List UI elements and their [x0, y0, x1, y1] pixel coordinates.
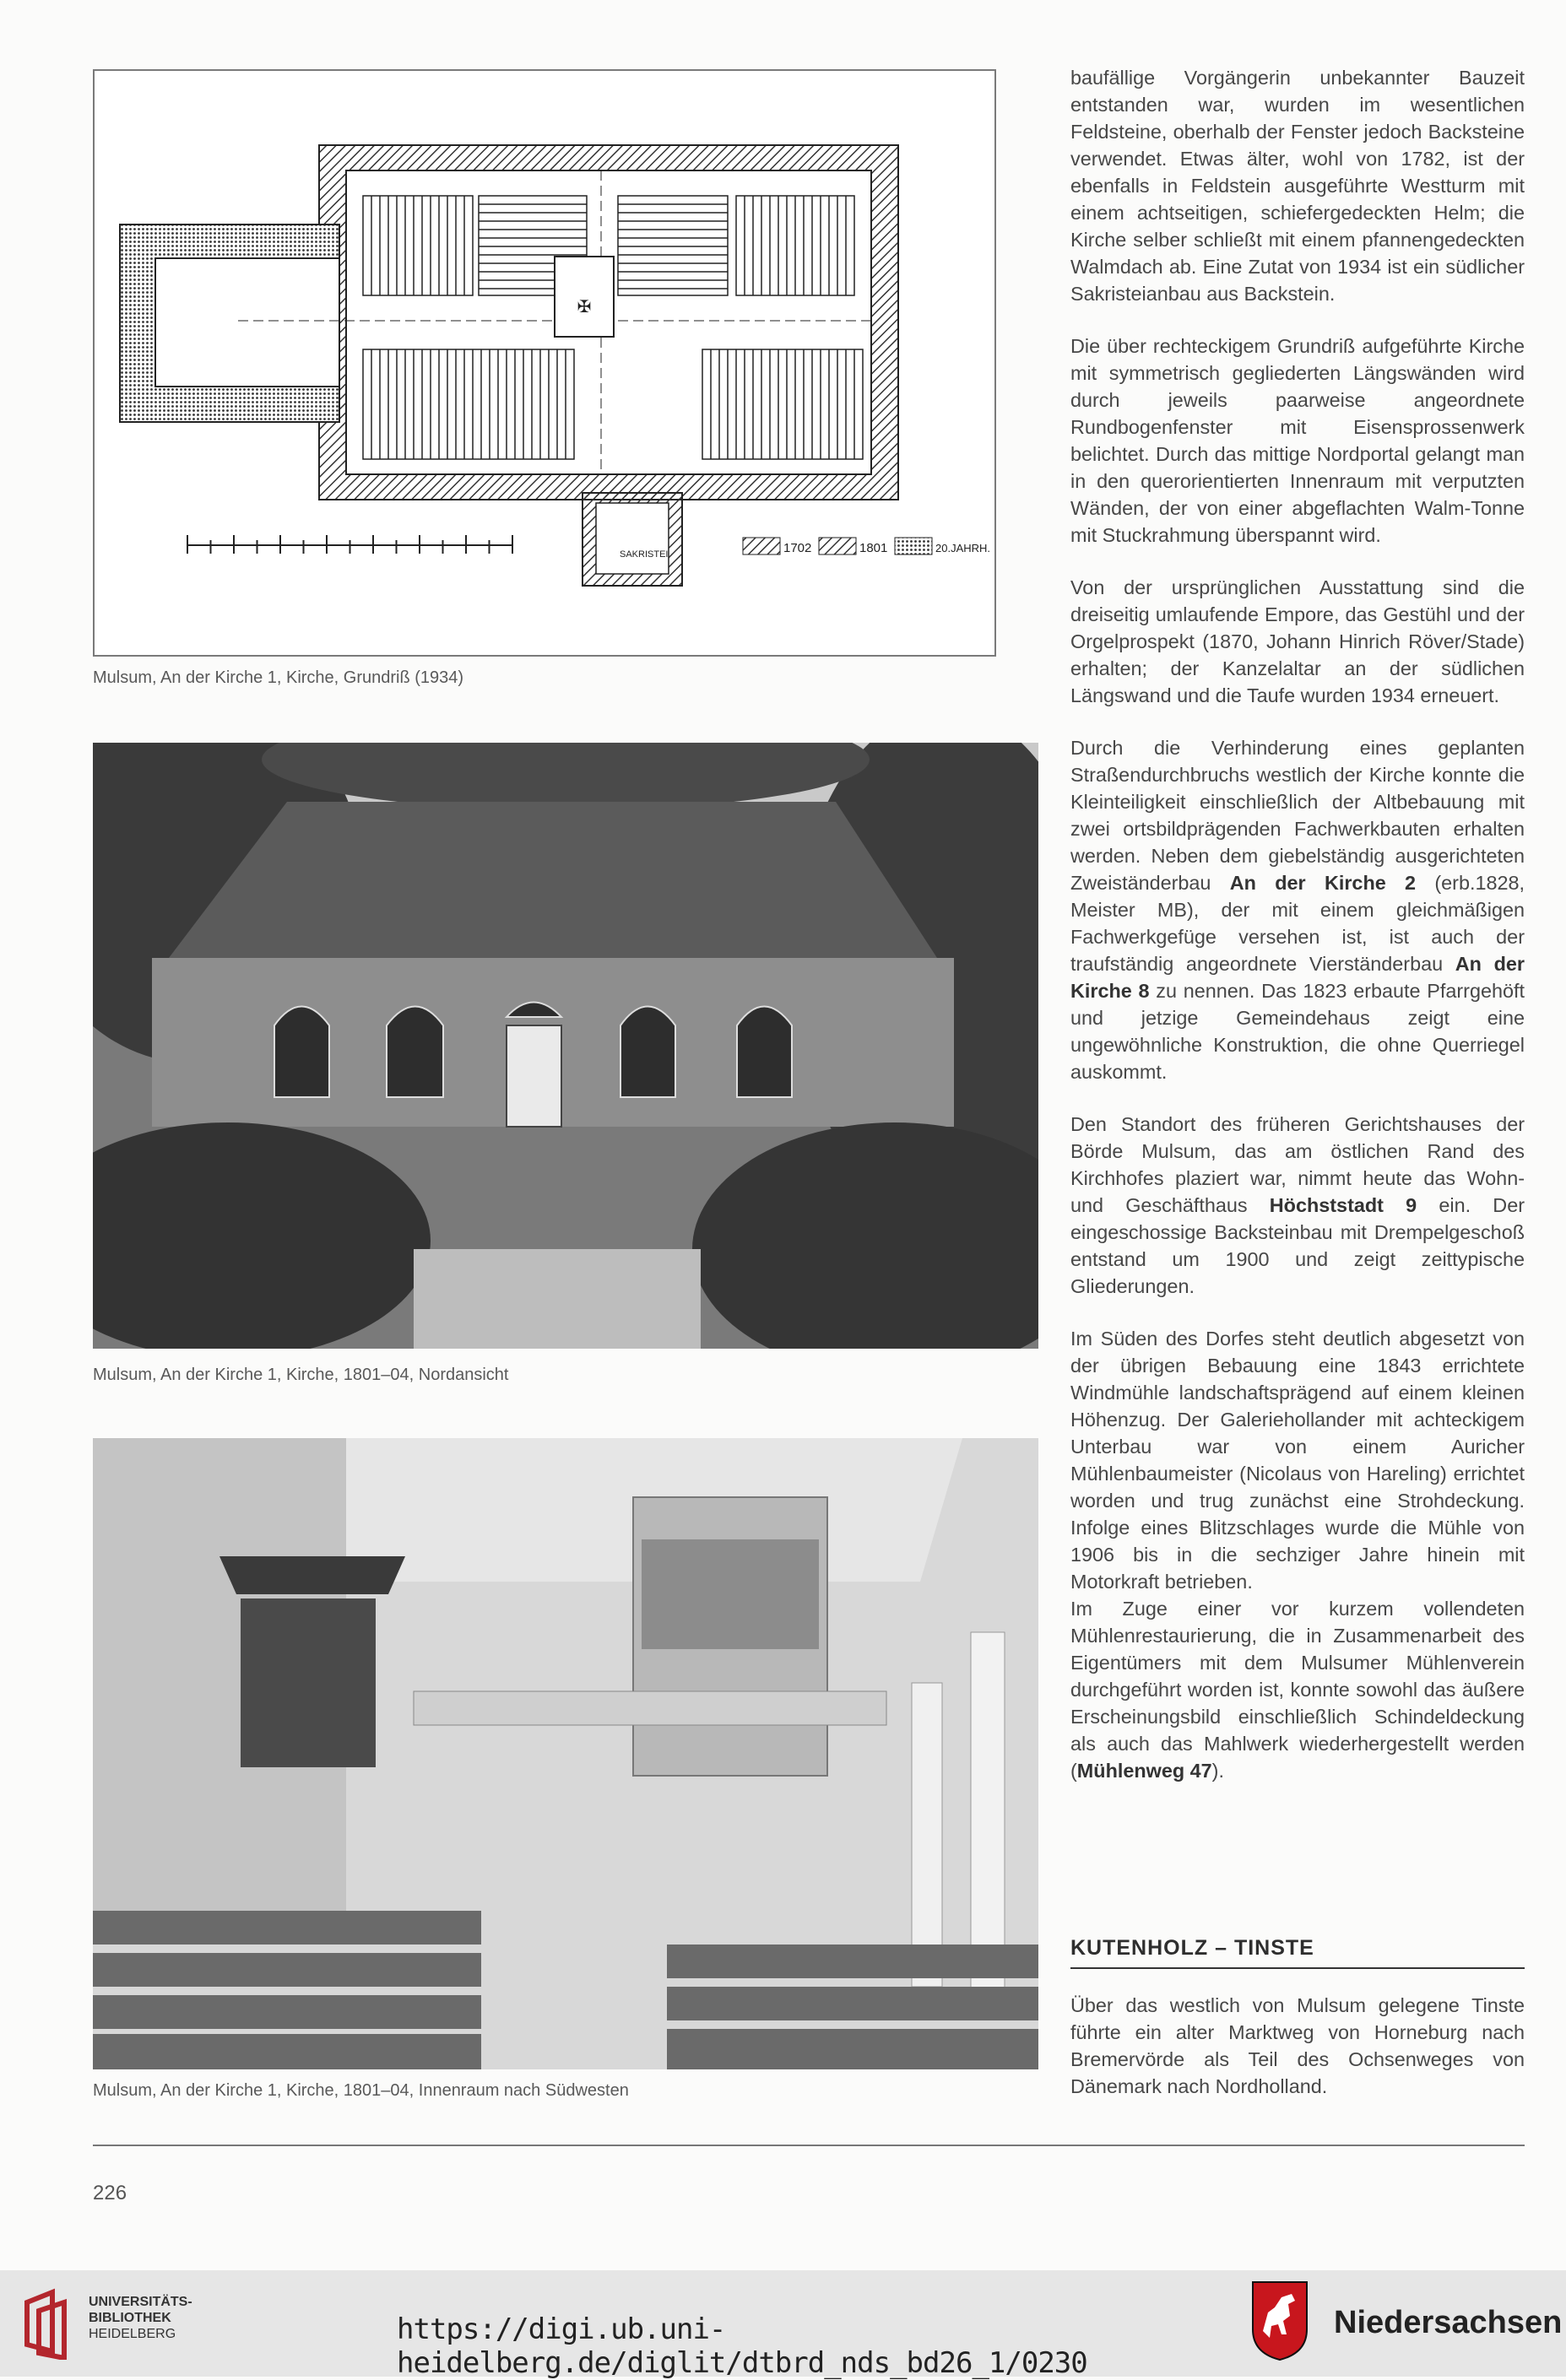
library-name-line-1: UNIVERSITÄTS-: [89, 2295, 192, 2309]
paragraph-5: [1070, 1111, 1525, 1300]
text-column: [1070, 64, 1525, 1809]
address-muehlenweg-47: Mühlenweg 47: [1076, 1760, 1212, 1782]
paragraph-5-text-a: Den Standort des früheren Gerichtshauses der Börde Mulsum, das am östlichen Rand des Kirchhofes plaziert war, nimmt heute das Wohn- und Geschäfthaus: [1070, 1113, 1525, 1216]
paragraph-1-text: baufällige Vorgängerin unbekannter Bauzeit entstanden war, wurden im wesentlichen Feldsteine, oberhalb der Fenster jedoch Backsteine verwendet. Etwas älter, wohl von 1782, ist der ebenfalls in Feldstein ausgeführte Westturm mit einem achtseitigen, schiefergedeckten Helm; die Kirche selber schließt mit einem pfannengedeckten Walmdach ab. Eine Zutat von 1934 ist ein südlicher Sakristeianbau aus Backstein.: [1070, 67, 1525, 305]
altar: [555, 257, 614, 337]
pew-block: [363, 349, 574, 459]
paragraph-7-text-b: ).: [1211, 1760, 1224, 1782]
svg-text:✠: ✠: [577, 298, 592, 316]
address-an-der-kirche-2: An der Kirche 2: [1229, 872, 1417, 894]
section-paragraph: Über das westlich von Mulsum gelegene Tinste führte ein alter Marktweg von Horneburg nach Bremervörde als Teil des Ochsenweges von Dänemark nach Nordholland.: [1070, 1994, 1525, 2097]
library-name: [89, 2294, 192, 2342]
paragraph-2-text: Die über rechteckigem Grundriß aufgeführte Kirche mit symmetrisch gegliederten Längswänden wird durch jeweils paarweise angeordnete Rundbogenfenster mit Eisensprossenwerk belichtet. Durch das mittige Nordportal gelangt man in den querorientierten Innenraum mit verputzten Wänden, der von einer abgeflachten Walm-Tonne mit Stuckrahmung überspannt wird.: [1070, 335, 1525, 546]
west-tower-interior: [155, 258, 339, 387]
section-heading: KUTENHOLZ – TINSTE: [1070, 1936, 1525, 1969]
paragraph-3: [1070, 574, 1525, 709]
sacristy-interior: [596, 503, 669, 574]
north-view-caption: Mulsum, An der Kirche 1, Kirche, 1801–04, Nordansicht: [93, 1366, 509, 1384]
floor-plan-figure: [93, 69, 996, 657]
paragraph-4-text-c: zu nennen. Das 1823 erbaute Pfarrgehöft und jetzige Gemeindehaus zeigt eine ungewöhnliche Konstruktion, die ohne Querriegel auskommt.: [1070, 980, 1525, 1083]
paragraph-7: [1070, 1595, 1525, 1784]
paragraph-4: [1070, 734, 1525, 1085]
source-url-link[interactable]: https://digi.ub.uni-heidelberg.de/diglit/dtbrd_nds_bd26_1/0230: [397, 2312, 1087, 2380]
pew-block: [702, 349, 863, 459]
north-view-photo: [93, 743, 1038, 1349]
floor-plan-drawing: [95, 71, 994, 655]
niedersachsen-coat-of-arms-icon: [1249, 2279, 1310, 2361]
paragraph-2: [1070, 333, 1525, 549]
paragraph-1: [1070, 64, 1525, 307]
page-number: 226: [93, 2182, 127, 2204]
paragraph-7-text-a: Im Zuge einer vor kurzem vollendeten Mühlenrestaurierung, die in Zusammenarbeit des Eigentümers mit dem Mulsumer Mühlenverein durchgeführt worden ist, konnte sowohl das äußere Erscheinungsbild einschließlich Schindeldeckung als auch das Mahlwerk wiederhergestellt werden (: [1070, 1598, 1525, 1782]
library-name-line-3: HEIDELBERG: [89, 2327, 176, 2341]
library-name-line-2: BIBLIOTHEK: [89, 2311, 171, 2325]
footer-rule: [93, 2145, 1525, 2146]
state-name: Niedersachsen: [1334, 2305, 1563, 2340]
legend-1801-swatch: [819, 538, 856, 554]
interior-photo: [93, 1438, 1038, 2069]
legend-1801-label: 1801: [859, 541, 888, 555]
paragraph-6-text: Im Süden des Dorfes steht deutlich abgesetzt von der übrigen Bebauung eine 1843 errichtete Windmühle landschaftsprägend auf einem kleinen Höhenzug. Der Galeriehollander mit achteckigem Unterbau war von einem Auricher Mühlenbaumeister (Nicolaus von Hareling) errichtet worden und trug zunächst eine Strohdeckung. Infolge eines Blitzschlages wurde die Mühle von 1906 bis in die sechziger Jahre hinein mit Motorkraft betrieben.: [1070, 1328, 1525, 1593]
sacristy-label: SAKRISTEI: [620, 549, 669, 560]
section-body: [1070, 1992, 1525, 2125]
paragraph-5-text-b: ein. Der eingeschossige Backsteinbau mit Drempelgeschoß entstand um 1900 und zeigt zeittypische Gliederungen.: [1070, 1194, 1525, 1297]
plan-caption: Mulsum, An der Kirche 1, Kirche, Grundriß (1934): [93, 668, 464, 687]
paragraph-4-text-a: Durch die Verhinderung eines geplanten Straßendurchbruchs westlich der Kirche konnte die Kleinteiligkeit einschließlich der Altbebauung mit zwei ortsbildprägenden Fachwerkbauten erhalten werden. Neben dem giebelständig ausgerichteten Zweiständerbau: [1070, 737, 1525, 894]
library-logo-icon: [19, 2285, 78, 2360]
legend-20th-label: 20.JAHRH.: [935, 542, 991, 554]
legend-20th-swatch: [895, 538, 932, 554]
paragraph-3-text: Von der ursprünglichen Ausstattung sind die dreiseitig umlaufende Empore, das Gestühl und der Orgelprospekt (1870, Johann Hinrich Röver/Stade) erhalten; der Kanzelaltar an der südlichen Längswand und die Taufe wurden 1934 erneuert.: [1070, 576, 1525, 706]
paragraph-4-text-b: (erb.1828, Meister MB), der mit einem gleichmäßigen Fachwerkgefüge versehen ist, ist auch der traufständig angeordnete Vierständerbau: [1070, 872, 1525, 975]
address-hoechststadt-9: Höchststadt 9: [1269, 1194, 1417, 1216]
paragraph-6: [1070, 1325, 1525, 1595]
interior-caption: Mulsum, An der Kirche 1, Kirche, 1801–04, Innenraum nach Südwesten: [93, 2081, 629, 2100]
address-an-der-kirche-8: An der Kirche 8: [1070, 953, 1525, 1002]
legend-1702-swatch: [743, 538, 780, 554]
legend-1702-label: 1702: [783, 541, 812, 555]
